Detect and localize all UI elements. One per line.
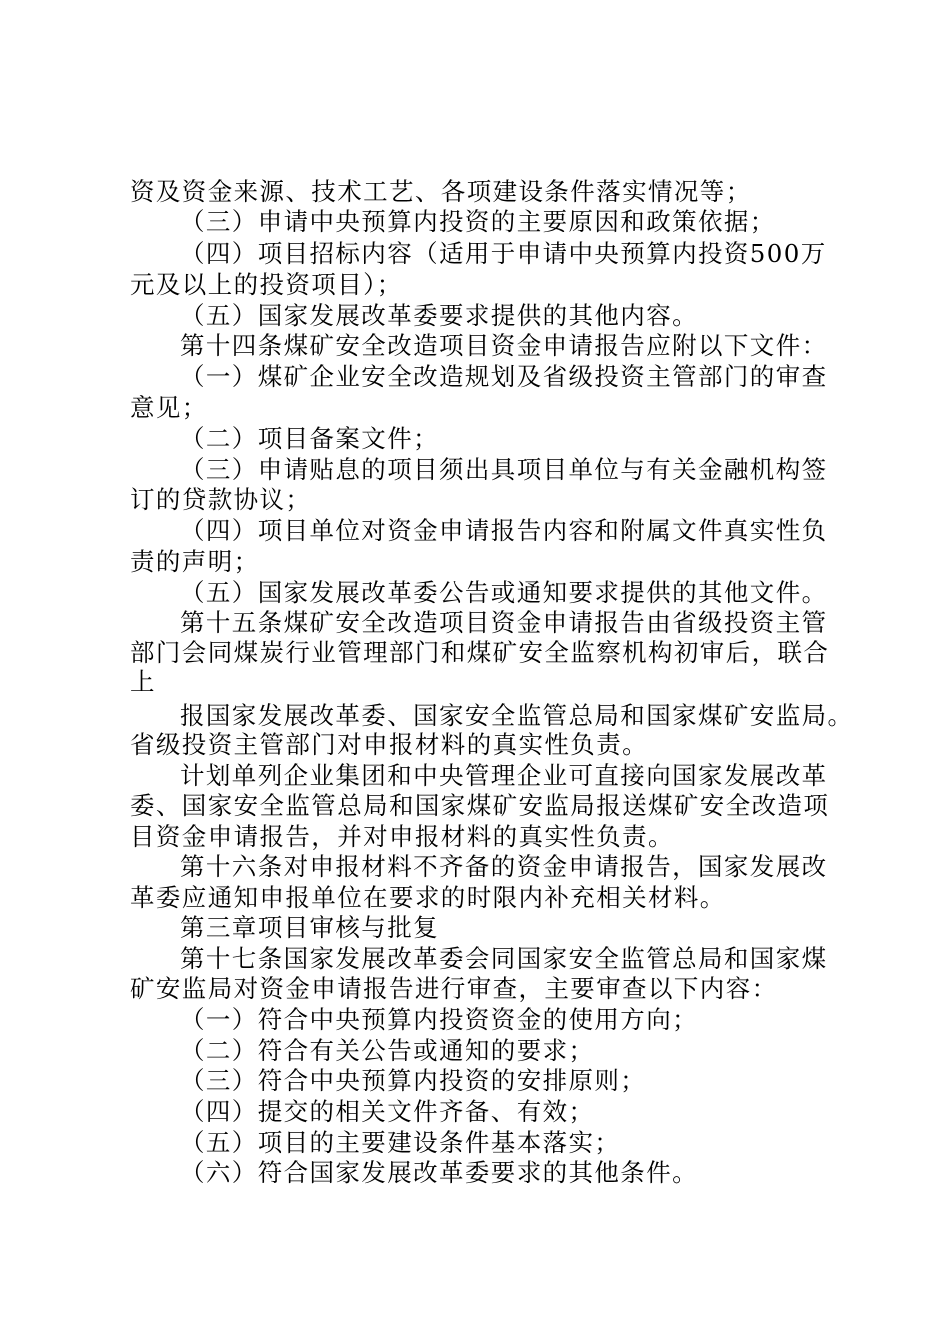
- text-line: （四）项目单位对资金申请报告内容和附属文件真实性负: [180, 516, 828, 545]
- chapter-heading: 第三章项目审核与批复: [180, 913, 439, 942]
- text-line: 革委应通知申报单位在要求的时限内补充相关材料。: [130, 883, 726, 912]
- text-line: 省级投资主管部门对申报材料的真实性负责。: [130, 730, 648, 759]
- list-item: （六）符合国家发展改革委要求的其他条件。: [180, 1158, 698, 1187]
- text-line: 上: [130, 667, 156, 696]
- text-line: 第十六条对申报材料不齐备的资金申请报告，国家发展改: [180, 852, 828, 881]
- text-line: 计划单列企业集团和中央管理企业可直接向国家发展改革: [180, 761, 828, 790]
- text-line: 第十四条煤矿安全改造项目资金申请报告应附以下文件：: [180, 331, 828, 360]
- text-line: （一）煤矿企业安全改造规划及省级投资主管部门的审查: [180, 362, 828, 391]
- text-line: （三）申请中央预算内投资的主要原因和政策依据；: [180, 207, 776, 236]
- list-item: （三）符合中央预算内投资的安排原则；: [180, 1066, 647, 1095]
- text-line: 报国家发展改革委、国家安全监管总局和国家煤矿安监局。: [180, 701, 854, 730]
- text-line: 部门会同煤炭行业管理部门和煤矿安全监察机构初审后，联合: [130, 638, 830, 667]
- text-line: 责的声明；: [130, 547, 260, 576]
- list-item: （二）符合有关公告或通知的要求；: [180, 1036, 595, 1065]
- list-item: （五）项目的主要建设条件基本落实；: [180, 1128, 621, 1157]
- text-line: 元及以上的投资项目）；: [130, 270, 403, 299]
- text-line: （三）申请贴息的项目须出具项目单位与有关金融机构签: [180, 455, 828, 484]
- text-line: （五）国家发展改革委公告或通知要求提供的其他文件。: [180, 578, 828, 607]
- text-line: 委、国家安全监管总局和国家煤矿安监局报送煤矿安全改造项: [130, 791, 830, 820]
- text-line: 第十五条煤矿安全改造项目资金申请报告由省级投资主管: [180, 608, 828, 637]
- text-line: 资及资金来源、技术工艺、各项建设条件落实情况等；: [130, 177, 752, 206]
- text-line: 订的贷款协议；: [130, 485, 312, 514]
- text-line: （五）国家发展改革委要求提供的其他内容。: [180, 301, 698, 330]
- text-line: 意见；: [130, 393, 208, 422]
- text-line: 目资金申请报告，并对申报材料的真实性负责。: [130, 822, 674, 851]
- text-line: （四）项目招标内容（适用于申请中央预算内投资500万: [180, 239, 827, 268]
- text-line: 矿安监局对资金申请报告进行审查，主要审查以下内容：: [130, 974, 778, 1003]
- list-item: （一）符合中央预算内投资资金的使用方向；: [180, 1005, 698, 1034]
- text-line: （二）项目备案文件；: [180, 424, 439, 453]
- list-item: （四）提交的相关文件齐备、有效；: [180, 1097, 595, 1126]
- text-line: 第十七条国家发展改革委会同国家安全监管总局和国家煤: [180, 944, 828, 973]
